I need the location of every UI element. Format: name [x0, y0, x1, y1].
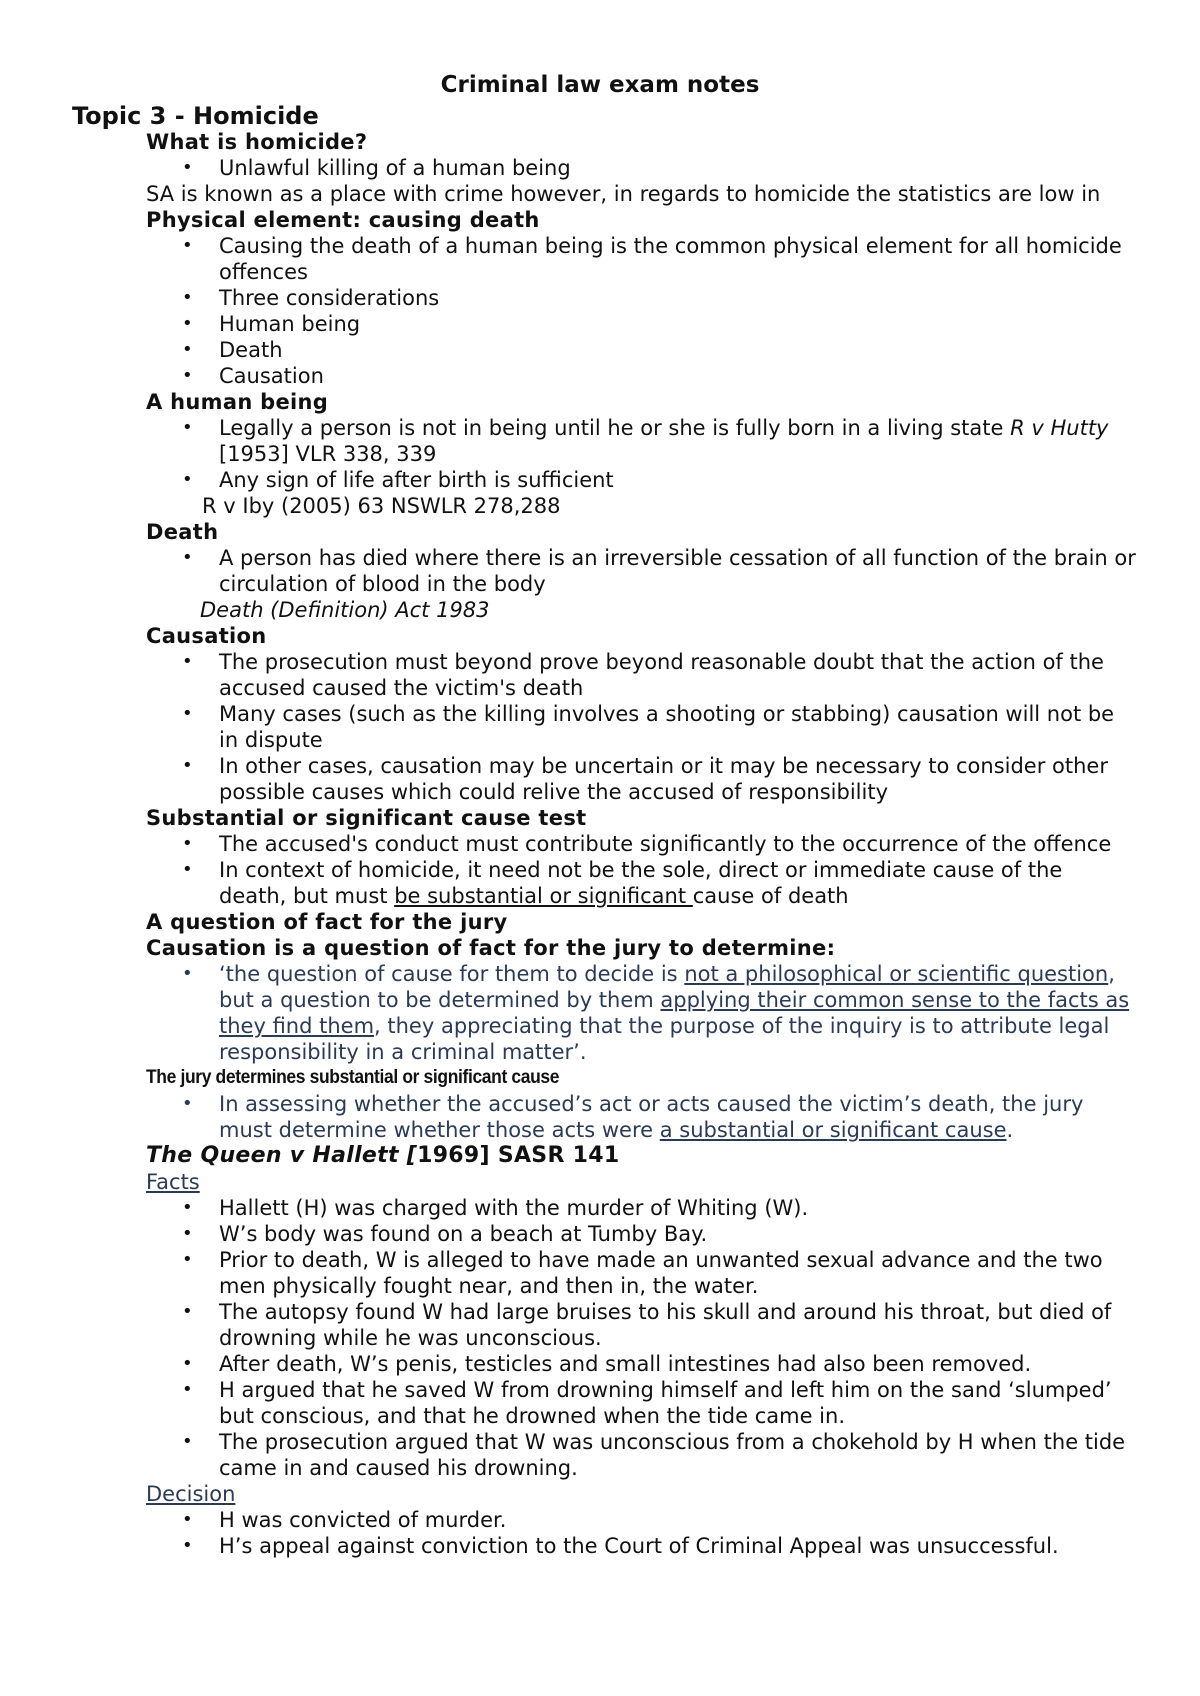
list-item: • Causation — [182, 364, 324, 388]
bullet-list — [146, 415, 1136, 493]
list-item: • In assessing whether the accused’s act or acts caused the victim’s death, the jury must determine whether those acts were a substantial or significant cause. — [182, 1092, 1084, 1142]
list-item: • H’s appeal against conviction to the Court of Criminal Appeal was unsuccessful. — [182, 1534, 1059, 1558]
bullet-list — [146, 649, 1136, 805]
list-item: • H argued that he saved W from drowning himself and left him on the sand ‘slumped’ but conscious, and that he drowned when the tide came in. — [182, 1378, 1112, 1428]
heading-physical-element: Physical element: causing death — [146, 208, 540, 232]
bullet-icon: • — [182, 1535, 193, 1556]
heading-causation: Causation — [146, 624, 267, 648]
heading-causation-question: Causation is a question of fact for the jury to determine: — [146, 936, 836, 960]
bullet-icon: • — [182, 313, 193, 334]
bullet-icon: • — [182, 1431, 193, 1452]
underlined-text: applying their common sense to the facts as they find them — [219, 988, 1130, 1038]
bullet-icon: • — [182, 469, 193, 490]
decision-label: Decision — [146, 1482, 236, 1506]
list-item: • Any sign of life after birth is sufficient — [182, 468, 614, 492]
list-item: • Death — [182, 338, 283, 362]
heading-death: Death — [146, 520, 219, 544]
list-item: • The autopsy found W had large bruises to his skull and around his throat, but died of drowning while he was unconscious. — [182, 1300, 1112, 1350]
bullet-icon: • — [182, 1379, 193, 1400]
document-title: Criminal law exam notes — [440, 72, 760, 98]
list-item: • Causing the death of a human being is the common physical element for all homicide offences — [182, 234, 1122, 284]
bullet-icon: • — [182, 365, 193, 386]
list-item: • Unlawful killing of a human being — [182, 156, 571, 180]
bullet-list — [146, 233, 1136, 389]
list-item: • In context of homicide, it need not be the sole, direct or immediate cause of the death, but must be substantial or significant cause of death — [182, 858, 1063, 908]
bullet-icon: • — [182, 235, 193, 256]
heading-jury-determines: The jury determines substantial or significant cause — [146, 1067, 560, 1088]
bullet-list — [146, 1091, 1136, 1143]
bullet-icon: • — [182, 287, 193, 308]
list-item: • In other cases, causation may be uncertain or it may be necessary to consider other possible causes which could relive the accused of responsibility — [182, 754, 1108, 804]
list-item: • ‘the question of cause for them to decide is not a philosophical or scientific question, but a question to be determined by them applying their common sense to the facts as they find them, they appreciating that the purpose of the inquiry is to attribute legal responsibility in a criminal matter’. — [182, 962, 1130, 1064]
heading-human-being: A human being — [146, 390, 329, 414]
bullet-icon: • — [182, 1249, 193, 1270]
list-item: • H was convicted of murder. — [182, 1508, 507, 1532]
heading-what-is-homicide: What is homicide? — [146, 130, 368, 154]
list-item: • Legally a person is not in being until he or she is fully born in a living state R v Hutty [1953] VLR 338, 339 — [182, 416, 1109, 466]
bullet-icon: • — [182, 703, 193, 724]
citation: R v Iby (2005) 63 NSWLR 278,288 — [202, 494, 561, 518]
list-item: • Human being — [182, 312, 361, 336]
list-item: • Many cases (such as the killing involves a shooting or stabbing) causation will not be in dispute — [182, 702, 1115, 752]
topic-heading: Topic 3 - Homicide — [72, 102, 319, 130]
bullet-list — [146, 1507, 1136, 1559]
bullet-icon: • — [182, 157, 193, 178]
bullet-list — [146, 545, 1136, 597]
citation: Death (Definition) Act 1983 — [200, 598, 490, 622]
bullet-icon: • — [182, 1093, 193, 1114]
case-heading — [146, 1143, 1136, 1169]
bullet-icon: • — [182, 1197, 193, 1218]
bullet-list — [146, 831, 1136, 909]
list-item: • Hallett (H) was charged with the murder of Whiting (W). — [182, 1196, 809, 1220]
bullet-icon: • — [182, 1301, 193, 1322]
list-item: • The prosecution argued that W was unconscious from a chokehold by H when the tide came in and caused his drowning. — [182, 1430, 1126, 1480]
bullet-icon: • — [182, 1223, 193, 1244]
underlined-text: be substantial or significant — [394, 884, 693, 908]
bullet-list — [146, 961, 1136, 1065]
underlined-text: not a philosophical or scientific question — [684, 962, 1109, 986]
heading-question-of-fact: A question of fact for the jury — [146, 910, 508, 934]
bullet-icon: • — [182, 651, 193, 672]
case-name: R v Hutty — [1010, 416, 1109, 440]
bullet-list — [146, 1195, 1136, 1481]
bullet-icon: • — [182, 859, 193, 880]
list-item: • Prior to death, W is alleged to have made an unwanted sexual advance and the two men physically fought near, and then in, the water. — [182, 1248, 1103, 1298]
bullet-icon: • — [182, 1353, 193, 1374]
bullet-icon: • — [182, 1509, 193, 1530]
bullet-icon: • — [182, 963, 193, 984]
list-item: • Three considerations — [182, 286, 440, 310]
case-citation: 1969] SASR 141 — [417, 1143, 620, 1168]
case-name: The Queen v Hallett [ — [146, 1143, 418, 1168]
heading-substantial-cause-test: Substantial or significant cause test — [146, 806, 587, 830]
facts-label: Facts — [146, 1170, 200, 1194]
bullet-list — [146, 155, 1136, 181]
bullet-icon: • — [182, 417, 193, 438]
notes-body — [146, 129, 1136, 1559]
underlined-text: a substantial or significant cause — [659, 1118, 1007, 1142]
list-item: • W’s body was found on a beach at Tumby Bay. — [182, 1222, 708, 1246]
list-item: • The accused's conduct must contribute significantly to the occurrence of the offence — [182, 832, 1112, 856]
list-item: • A person has died where there is an irreversible cessation of all function of the brain or circulation of blood in the body — [182, 546, 1136, 596]
bullet-icon: • — [182, 339, 193, 360]
bullet-icon: • — [182, 547, 193, 568]
bullet-icon: • — [182, 833, 193, 854]
bullet-icon: • — [182, 755, 193, 776]
paragraph: SA is known as a place with crime however, in regards to homicide the statistics are low in — [146, 182, 1101, 206]
list-item: • After death, W’s penis, testicles and small intestines had also been removed. — [182, 1352, 1032, 1376]
list-item: • The prosecution must beyond prove beyond reasonable doubt that the action of the accused caused the victim's death — [182, 650, 1104, 700]
